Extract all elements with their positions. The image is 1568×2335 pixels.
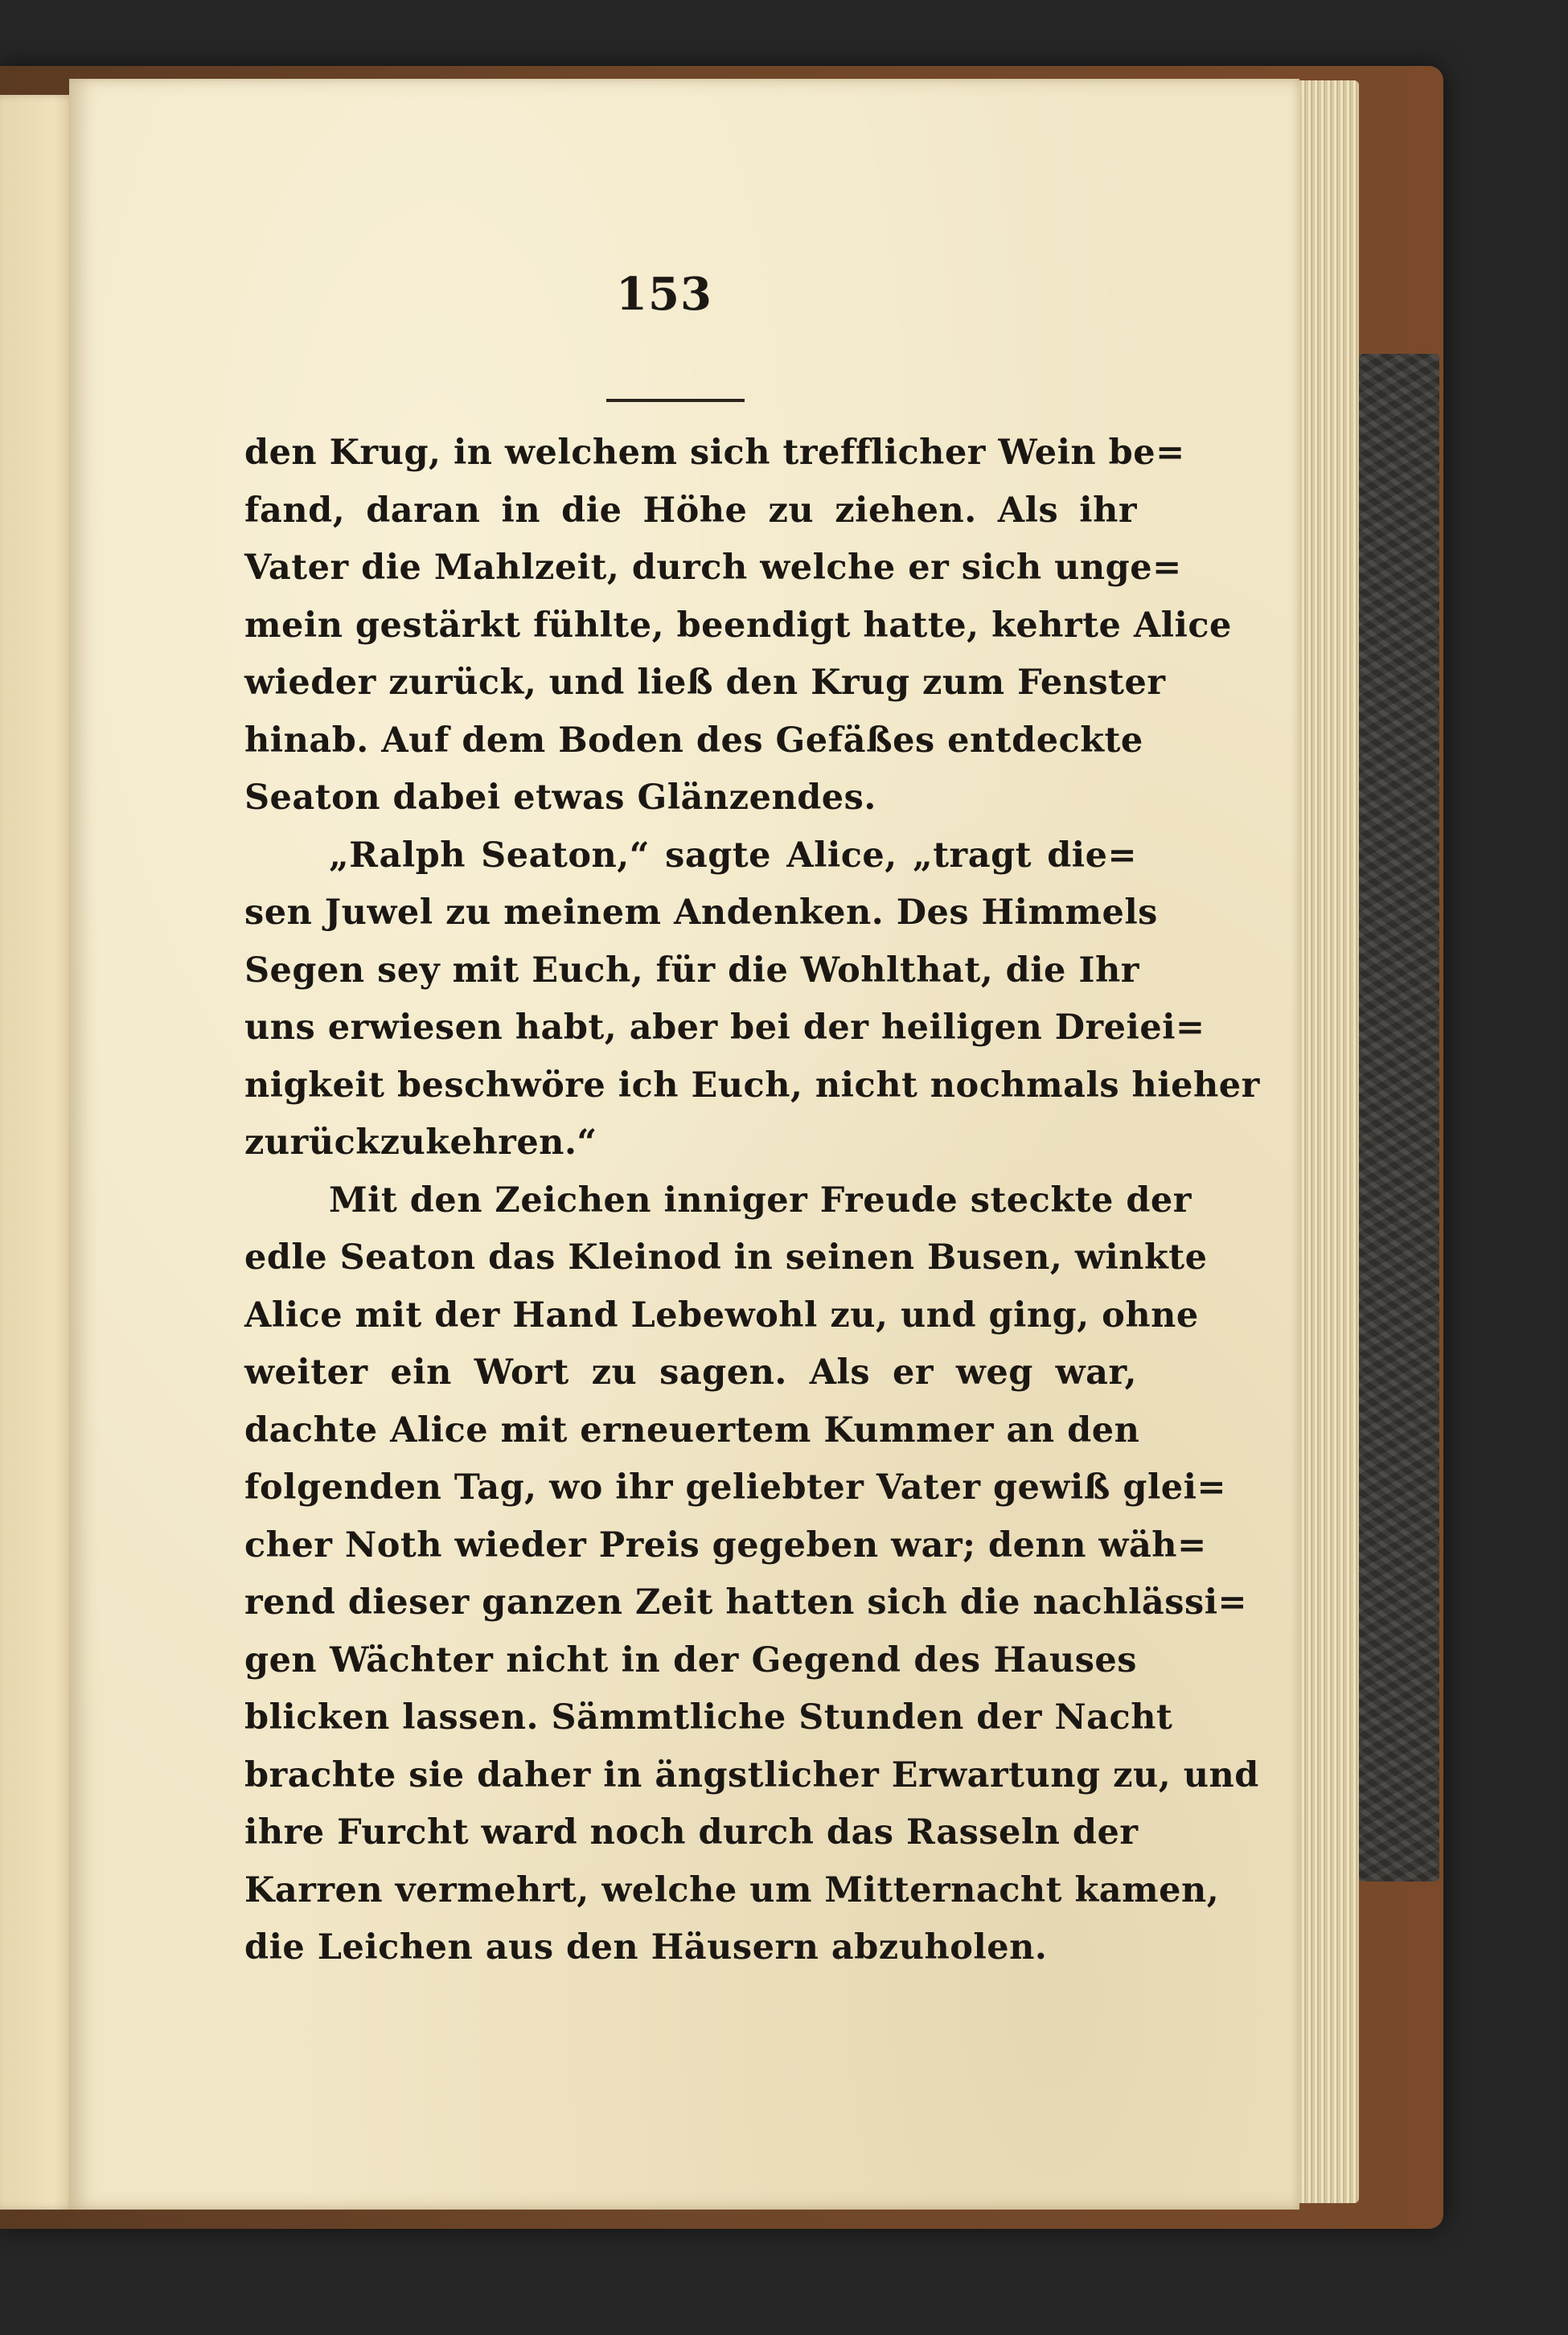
page-number-rule — [606, 399, 745, 402]
book-page — [69, 79, 1299, 2210]
previous-page-edge — [0, 95, 77, 2210]
text-line: zurückzukehren.“ — [244, 1122, 597, 1163]
text-line: „Ralph Seaton,“ sagte Alice, „tragt die= — [329, 835, 1137, 876]
text-line: Alice mit der Hand Lebewohl zu, und ging, ohne — [244, 1295, 1199, 1336]
text-line: Seaton dabei etwas Glänzendes. — [244, 778, 876, 818]
text-line: dachte Alice mit erneuertem Kummer an den — [244, 1410, 1140, 1451]
text-line: brachte sie daher in ängstlicher Erwartung zu, und — [244, 1754, 1259, 1795]
page-text — [244, 425, 1260, 1977]
text-line: Karren vermehrt, welche um Mitternacht kamen, — [244, 1869, 1220, 1910]
text-line: den Krug, in welchem sich trefflicher Wein be= — [244, 433, 1185, 473]
text-line: ihre Furcht ward noch durch das Rasseln der — [244, 1812, 1139, 1853]
text-line: gen Wächter nicht in der Gegend des Hauses — [244, 1639, 1137, 1680]
text-line: Vater die Mahlzeit, durch welche er sich unge= — [244, 548, 1182, 588]
text-line: die Leichen aus den Häusern abzuholen. — [244, 1927, 1048, 1968]
text-line: nigkeit beschwöre ich Euch, nicht nochmals hieher — [244, 1065, 1260, 1106]
text-line: wieder zurück, und ließ den Krug zum Fenster — [244, 663, 1166, 703]
text-line: sen Juwel zu meinem Andenken. Des Himmels — [244, 893, 1158, 933]
text-line: fand, daran in die Höhe zu ziehen. Als ihr — [244, 490, 1137, 531]
text-line: blicken lassen. Sämmtliche Stunden der Nacht — [244, 1697, 1173, 1738]
text-line: rend dieser ganzen Zeit hatten sich die nachlässi= — [244, 1582, 1248, 1623]
text-line: cher Noth wieder Preis gegeben war; denn wäh= — [244, 1525, 1207, 1566]
text-line: folgenden Tag, wo ihr geliebter Vater gewiß glei= — [244, 1467, 1227, 1508]
text-line: uns erwiesen habt, aber bei der heiligen Dreiei= — [244, 1007, 1205, 1048]
text-line: edle Seaton das Kleinod in seinen Busen, winkte — [244, 1237, 1208, 1278]
text-line: mein gestärkt fühlte, beendigt hatte, kehrte Alice — [244, 605, 1232, 646]
text-line: hinab. Auf dem Boden des Gefäßes entdeckte — [244, 720, 1143, 761]
text-line: weiter ein Wort zu sagen. Als er weg war, — [244, 1352, 1137, 1393]
page-number: 153 — [616, 268, 712, 321]
text-line: Mit den Zeichen inniger Freude steckte der — [329, 1180, 1192, 1221]
marbled-cover-panel — [1359, 354, 1439, 1882]
text-line: Segen sey mit Euch, für die Wohlthat, die Ihr — [244, 950, 1139, 991]
